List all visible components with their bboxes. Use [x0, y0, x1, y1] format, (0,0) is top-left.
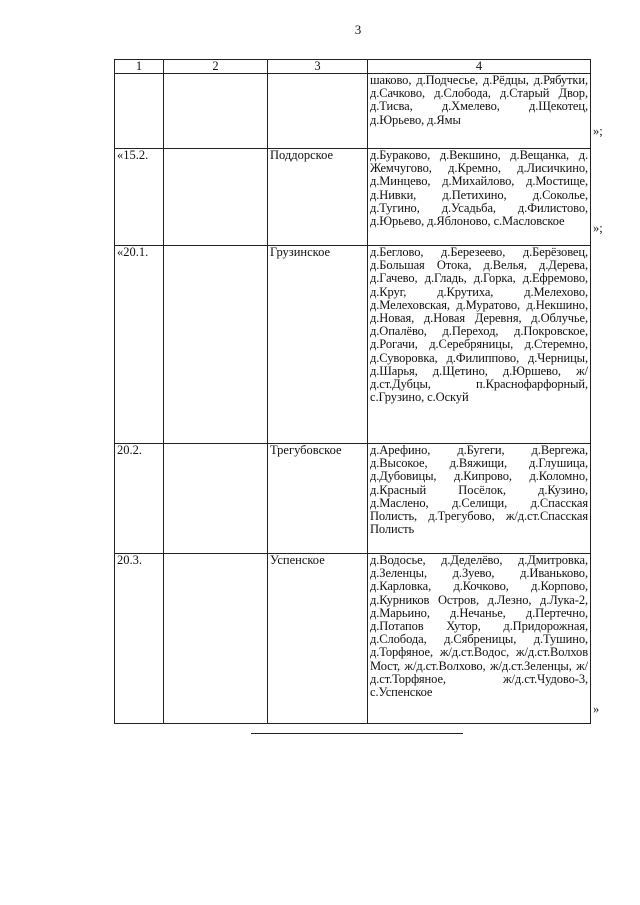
- row-number: [115, 74, 164, 149]
- villages-text: д.Беглово, д.Березеево, д.Берёзовец, д.Большая Отока, д.Велья, д.Дерева, д.Гачево, д.Гладь, д.Горка, д.Ефремово, д.Круг, д.Крутиха, д.Мелехово, д.Мелеховская, д.Муратово, д.Некшино, д.Новая, д.Новая Деревня, д.Облучье, д.Опалёво, д.Переход, д.Покровское, д.Рогачи, д.Серебряницы, д.Стеремно, д.Суворовка, д.Филиппово, д.Черницы, д.Шарья, д.Щетино, д.Юршево, ж/д.ст.Дубцы, п.Краснофарфорный, с.Грузино, с.Оскуй: [370, 245, 588, 405]
- table-row: [115, 149, 591, 246]
- row-number: 20.3.: [115, 554, 164, 724]
- villages-text: д.Водосье, д.Деделёво, д.Дмитровка, д.Зеленцы, д.Зуево, д.Иваньково, д.Карловка, д.Кочково, д.Корпово, д.Курников Остров, д.Лезно, д.Лука-2, д.Марьино, д.Нечанье, д.Пертечно, д.Потапов Хутор, д.Придорожная, д.Слобода, д.Сябреницы, д.Тушино, д.Торфяное, ж/д.ст.Водос, ж/д.ст.Волхов Мост, ж/д.ст.Волхово, ж/д.ст.Зеленцы, ж/д.ст.Торфяное, ж/д.ст.Чудово-3, с.Успенское: [370, 553, 588, 700]
- row-district: [268, 74, 368, 149]
- row-col2: [164, 246, 268, 444]
- closing-quote-row-5: »: [593, 702, 600, 716]
- column-header-3: 3: [268, 60, 368, 74]
- row-number: «15.2.: [115, 149, 164, 246]
- row-villages: [368, 246, 591, 444]
- villages-text: д.Арефино, д.Бугеги, д.Вергежа, д.Высокое, д.Вяжищи, д.Глушица, д.Дубовицы, д.Кипрово, д.Коломно, д.Красный Посёлок, д.Кузино, д.Маслено, д.Селищи, д.Спасская Полисть, д.Трегубово, ж/д.ст.Спасская Полисть: [370, 443, 588, 537]
- row-col2: [164, 74, 268, 149]
- settlements-table: [114, 59, 591, 724]
- table-row: [115, 554, 591, 724]
- row-villages: [368, 74, 591, 149]
- table-header-row: [115, 60, 591, 74]
- column-header-1: 1: [115, 60, 164, 74]
- row-villages: [368, 554, 591, 724]
- row-col2: [164, 554, 268, 724]
- closing-quote-row-2: »;: [593, 221, 603, 235]
- villages-text: д.Бураково, д.Векшино, д.Вещанка, д. Жемчугово, д.Кремно, д.Лисичкино, д.Минцево, д.Михайлово, д.Мостище, д.Нивки, д.Петихино, д.Сокольe, д.Тугино, д.Усадьба, д.Филистово, д.Юрьево, д.Яблоново, с.Масловское: [370, 148, 588, 229]
- row-district: Грузинское: [268, 246, 368, 444]
- row-col2: [164, 149, 268, 246]
- row-number: 20.2.: [115, 444, 164, 554]
- row-district: Успенское: [268, 554, 368, 724]
- table-row: [115, 74, 591, 149]
- row-district: Трегубовское: [268, 444, 368, 554]
- row-district: Поддорское: [268, 149, 368, 246]
- row-number: «20.1.: [115, 246, 164, 444]
- page-number: 3: [354, 22, 362, 37]
- separator-line: [251, 733, 463, 734]
- villages-text: шаково, д.Подчесье, д.Рёдцы, д.Рябутки, д.Сачково, д.Слобода, д.Старый Двор, д.Тисва, д.Хмелево, д.Щекотец, д.Юрьево, д.Ямы: [370, 73, 588, 127]
- table-row: [115, 444, 591, 554]
- table-row: [115, 246, 591, 444]
- row-villages: [368, 444, 591, 554]
- column-header-4: 4: [368, 60, 591, 74]
- row-villages: [368, 149, 591, 246]
- closing-quote-row-1: »;: [593, 124, 603, 138]
- row-col2: [164, 444, 268, 554]
- column-header-2: 2: [164, 60, 268, 74]
